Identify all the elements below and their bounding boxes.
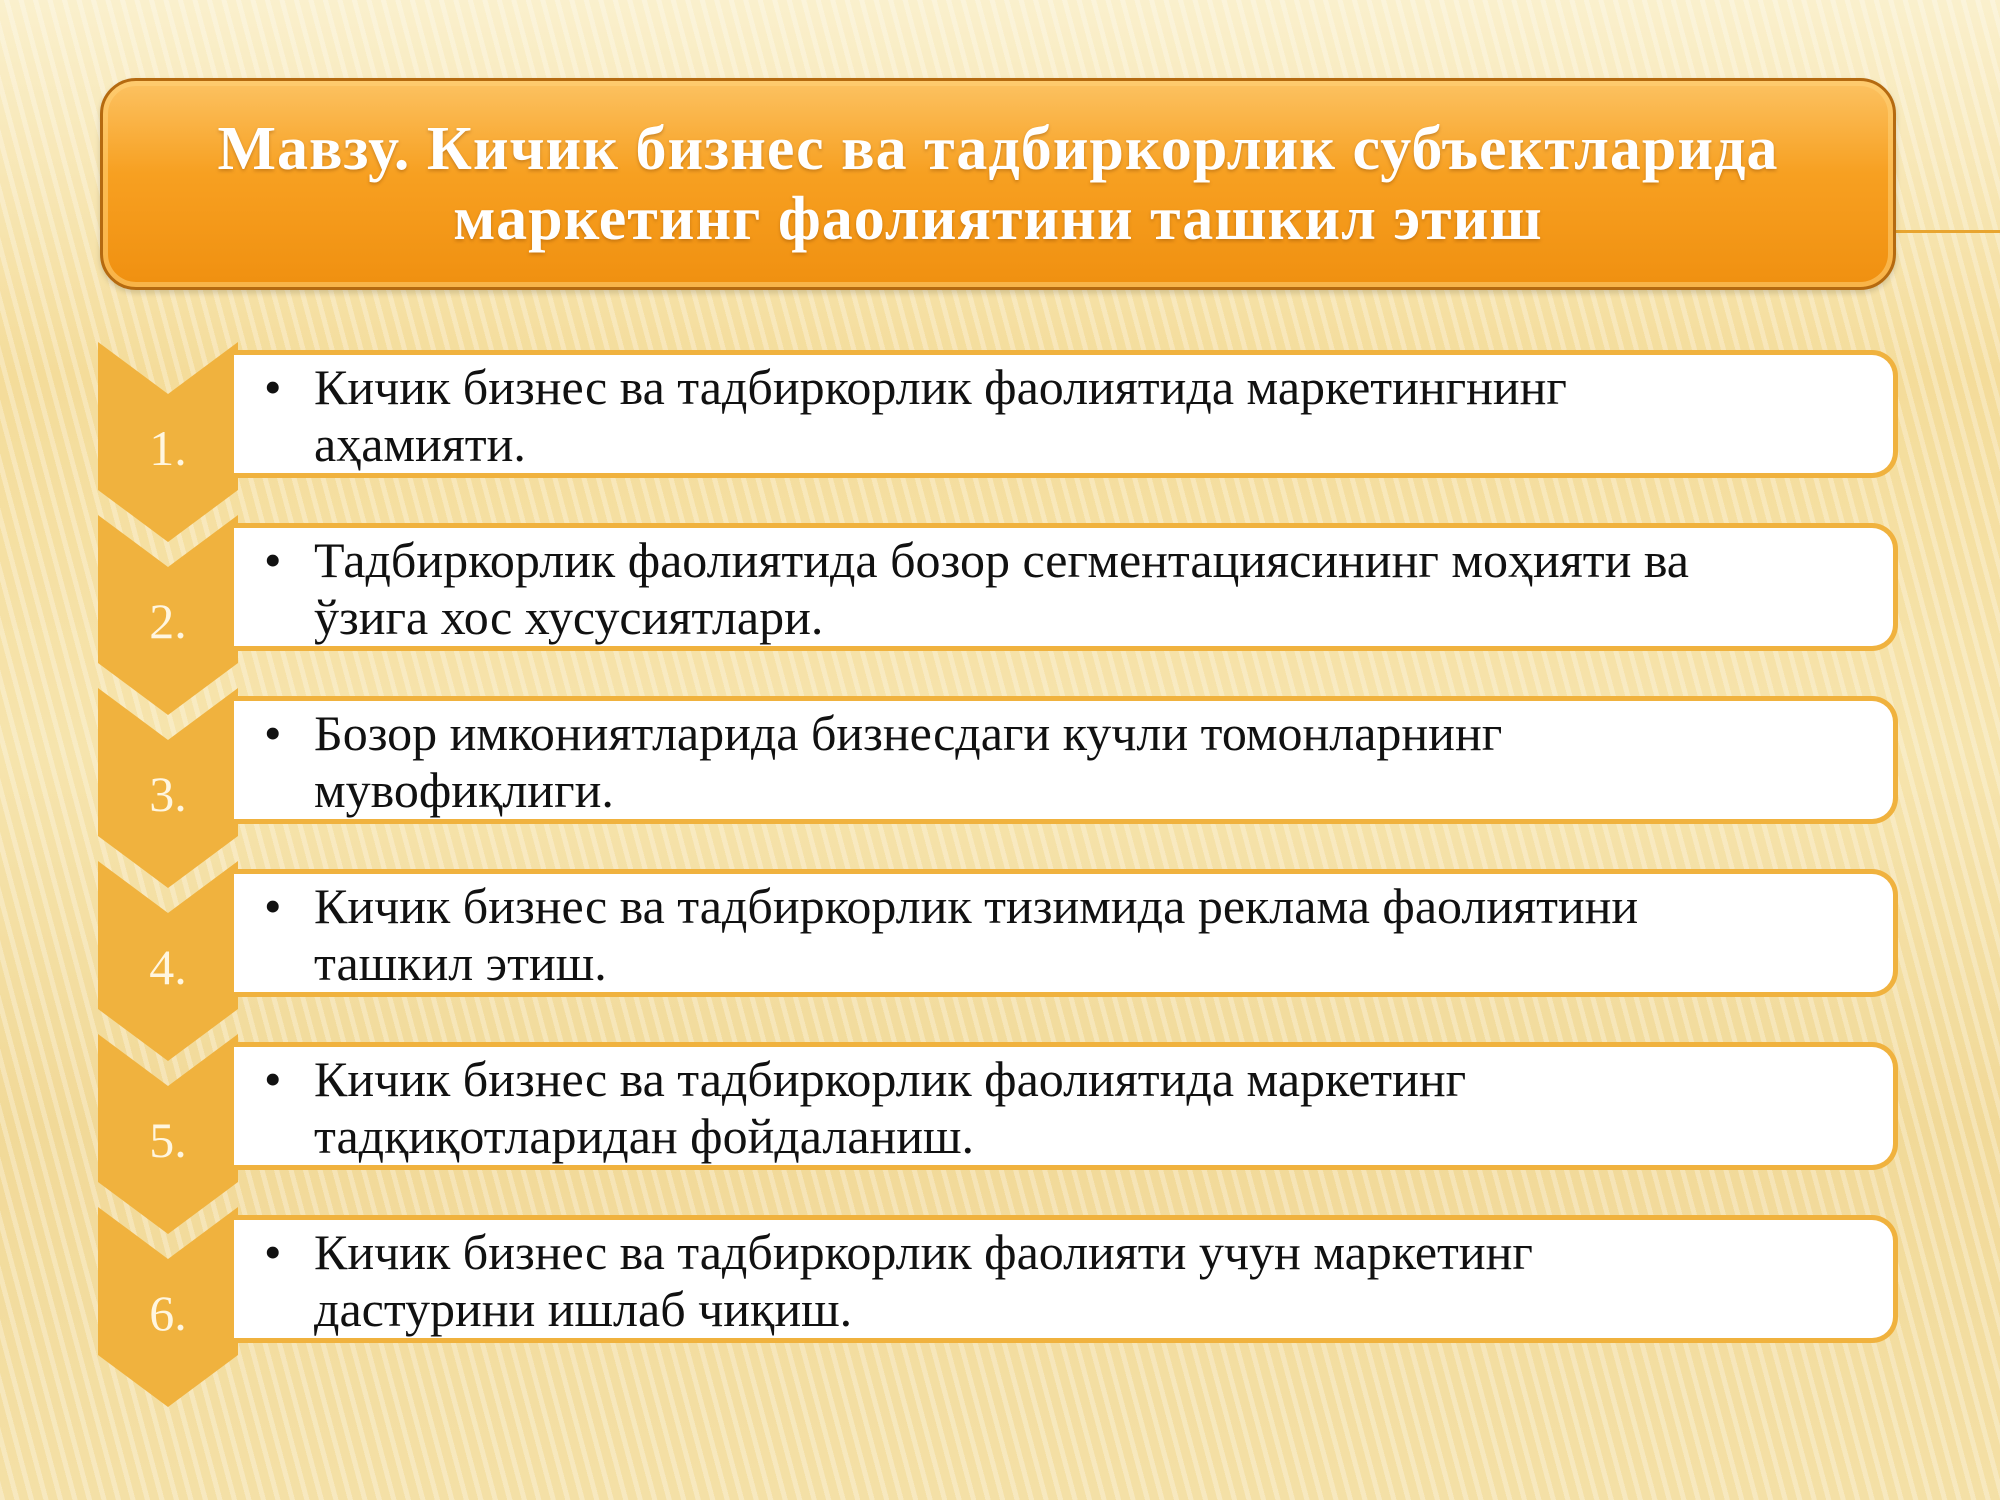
bullet-2: • bbox=[264, 532, 282, 588]
accent-line bbox=[1895, 230, 2000, 233]
item-text-5-line-1: Кичик бизнес ва тадбиркорлик фаолиятида маркетинг bbox=[314, 1051, 1467, 1107]
item-number-2: 2. bbox=[149, 593, 187, 649]
item-text-4-line-1: Кичик бизнес ва тадбиркорлик тизимида реклама фаолиятини bbox=[314, 878, 1639, 934]
bullet-4: • bbox=[264, 878, 282, 934]
item-text-2-line-2: ўзига хос хусусиятлари. bbox=[314, 589, 824, 645]
slide-title-line-1: Мавзу. Кичик бизнес ва тадбиркорлик субъектларида bbox=[217, 115, 1779, 183]
item-number-4: 4. bbox=[149, 939, 187, 995]
bullet-5: • bbox=[264, 1051, 282, 1107]
item-number-3: 3. bbox=[149, 766, 187, 822]
item-text-6-line-2: дастурини ишлаб чиқиш. bbox=[314, 1281, 853, 1337]
item-text-1-line-1: Кичик бизнес ва тадбиркорлик фаолиятида маркетингнинг bbox=[314, 359, 1567, 415]
list-item-1 bbox=[234, 350, 1898, 478]
bullet-1: • bbox=[264, 359, 282, 415]
slide-title-line-2: маркетинг фаолиятини ташкил этиш bbox=[453, 185, 1543, 253]
item-text-2-line-1: Тадбиркорлик фаолиятида бозор сегментациясининг моҳияти ва bbox=[314, 532, 1689, 588]
item-text-1-line-2: аҳамияти. bbox=[314, 416, 526, 472]
item-text-5-line-2: тадқиқотларидан фойдаланиш. bbox=[314, 1108, 975, 1164]
list-item-3 bbox=[234, 696, 1898, 824]
list-item-4 bbox=[234, 869, 1898, 997]
item-text-6-line-1: Кичик бизнес ва тадбиркорлик фаолияти учун маркетинг bbox=[314, 1224, 1533, 1280]
bullet-6: • bbox=[264, 1224, 282, 1280]
title-banner bbox=[100, 78, 1896, 290]
item-number-6: 6. bbox=[149, 1285, 187, 1341]
list-item-5 bbox=[234, 1042, 1898, 1170]
item-number-5: 5. bbox=[149, 1112, 187, 1168]
item-text-3-line-2: мувофиқлиги. bbox=[314, 762, 614, 818]
item-number-1: 1. bbox=[149, 420, 187, 476]
item-text-4-line-2: ташкил этиш. bbox=[314, 935, 607, 991]
list-item-2 bbox=[234, 523, 1898, 651]
list-item-6 bbox=[234, 1215, 1898, 1343]
bullet-3: • bbox=[264, 705, 282, 761]
item-text-3-line-1: Бозор имкониятларида бизнесдаги кучли томонларнинг bbox=[314, 705, 1503, 761]
